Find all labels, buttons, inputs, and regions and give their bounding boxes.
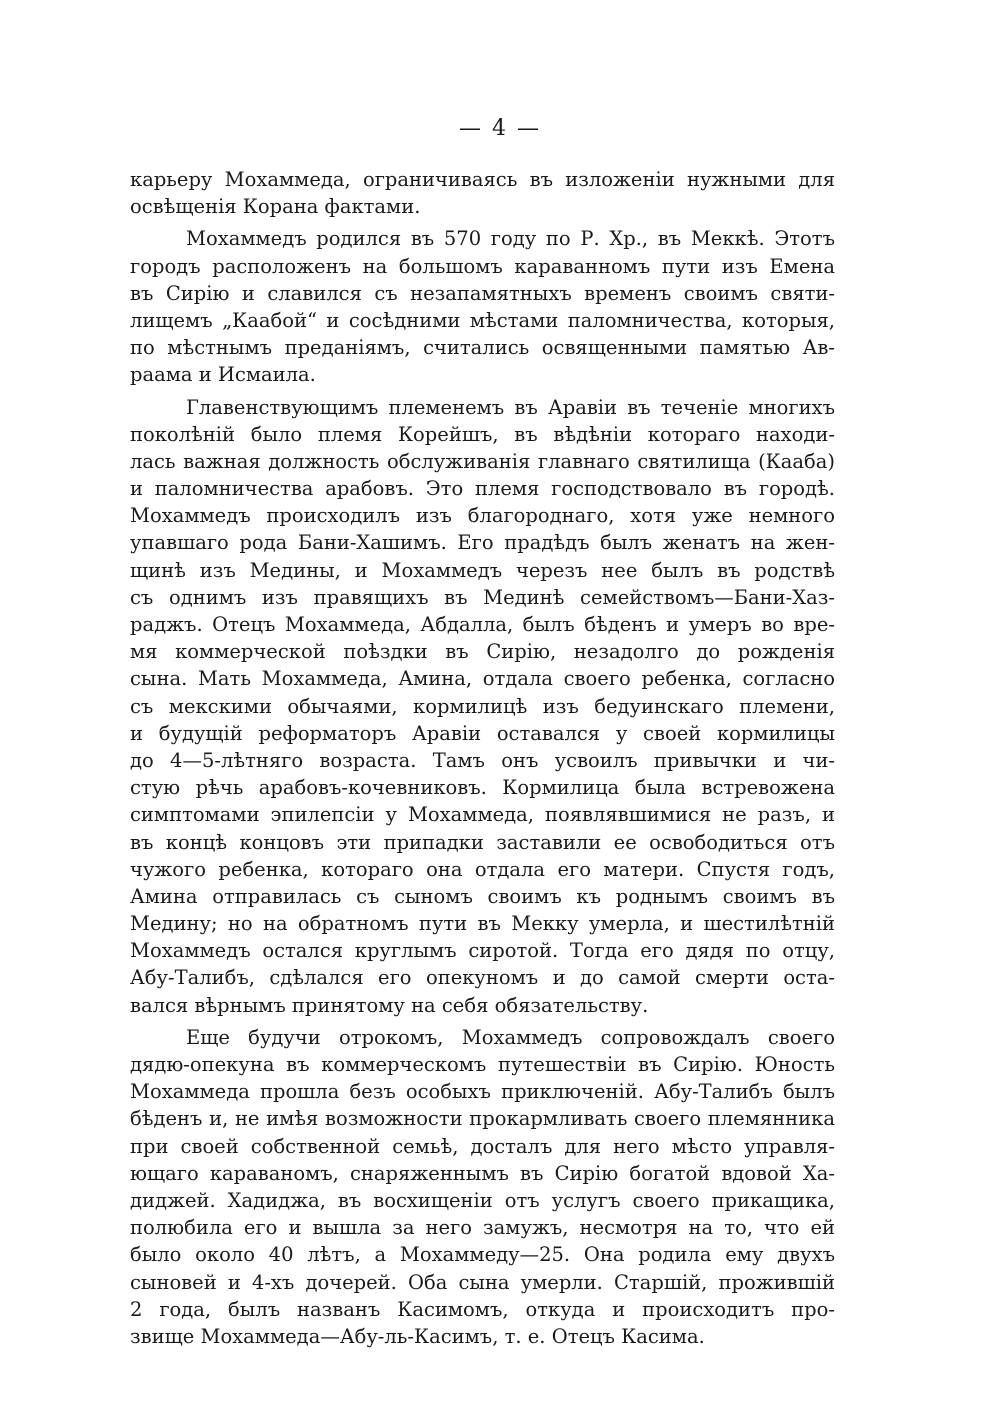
text-line: городъ расположенъ на большомъ караванномъ пути изъ Емена <box>130 254 835 278</box>
paragraph <box>130 394 835 1019</box>
text-line: было около 40 лѣтъ, а Мохаммеду—25. Она родила ему двухъ <box>130 1243 835 1267</box>
text-line: 2 года, былъ названъ Касимомъ, откуда и происходитъ про- <box>130 1297 835 1321</box>
text-line: Мохаммедъ остался круглымъ сиротой. Тогда его дядя по отцу, <box>130 939 835 963</box>
page-number: — 4 — <box>459 116 541 141</box>
paragraph <box>130 166 835 220</box>
paragraph <box>130 225 835 388</box>
text-line: вался вѣрнымъ принятому на себя обязательству. <box>130 993 649 1017</box>
text-line: лась важная должность обслуживанiя главнаго святилища (Кааба) <box>130 449 835 473</box>
text-line: до 4—5-лѣтняго возраста. Тамъ онъ усвоилъ привычки и чи- <box>130 748 835 772</box>
text-line: дядю-опекуна въ коммерческомъ путешествiи въ Сирiю. Юность <box>130 1053 835 1076</box>
text-line: сына. Мать Мохаммеда, Амина, отдала своего ребенка, согласно <box>130 667 835 691</box>
text-line: бѣденъ и, не имѣя возможности прокармливать своего племянника <box>130 1107 835 1131</box>
text-line: поколѣнiй было племя Корейшъ, въ вѣдѣнiи котораго находи- <box>130 422 835 446</box>
text-line: освѣщенiя Корана фактами. <box>130 195 421 219</box>
text-line: лищемъ „Каабой“ и сосѣдними мѣстами паломничества, которыя, <box>130 308 835 332</box>
text-line: диджей. Хадиджа, въ восхищенiи отъ услугъ своего прикащика, <box>130 1188 835 1212</box>
text-line: и паломничества арабовъ. Это племя господствовало въ городѣ. <box>130 477 835 501</box>
body-text <box>130 166 835 1350</box>
text-line: Главенствующимъ племенемъ въ Аравiи въ теченiе многихъ <box>186 395 835 419</box>
paragraph <box>130 1024 835 1350</box>
text-line: при своей собственной семьѣ, досталъ для него мѣсто управля- <box>130 1134 835 1158</box>
text-line: раджъ. Отецъ Мохаммеда, Абдалла, былъ бѣденъ и умеръ во вре- <box>130 613 835 636</box>
text-line: мя коммерческой поѣздки въ Сирiю, незадолго до рожденiя <box>130 640 835 664</box>
text-line: упавшаго рода Бани-Хашимъ. Его прадѣдъ былъ женатъ на жен- <box>130 531 835 555</box>
text-line: Медину; но на обратномъ пути въ Мекку умерла, и шестилѣтнiй <box>130 912 835 936</box>
text-line: въ Сирiю и славился съ незапамятныхъ временъ своимъ святи- <box>130 281 835 305</box>
text-line: Мохаммедъ происходилъ изъ благороднаго, хотя уже немного <box>130 504 835 528</box>
text-line: раама и Исмаила. <box>130 363 316 387</box>
text-line: сыновей и 4-хъ дочерей. Оба сына умерли. Старшiй, прожившiй <box>130 1270 835 1294</box>
text-line: Мохаммеда прошла безъ особыхъ приключенiй. Абу-Талибъ былъ <box>130 1080 835 1104</box>
text-line: Еще будучи отрокомъ, Мохаммедъ сопровождалъ своего <box>186 1025 835 1049</box>
text-line: звище Мохаммеда—Абу-ль-Касимъ, т. е. Отецъ Касима. <box>130 1324 705 1348</box>
text-line: карьеру Мохаммеда, ограничиваясь въ изложенiи нужными для <box>130 168 835 191</box>
text-line: по мѣстнымъ преданiямъ, считались освященными памятью Ав- <box>130 336 835 360</box>
text-line: Абу-Талибъ, сдѣлался его опекуномъ и до самой смерти оста- <box>130 966 835 990</box>
text-line: съ однимъ изъ правящихъ въ Мединѣ семействомъ—Бани-Хаз- <box>130 585 835 609</box>
text-line: щинѣ изъ Медины, и Мохаммедъ черезъ нее былъ въ родствѣ <box>130 558 835 582</box>
text-line: Мохаммедъ родился въ 570 году по Р. Хр., въ Меккѣ. Этотъ <box>186 227 835 251</box>
text-line: Амина отправилась съ сыномъ своимъ къ роднымъ своимъ въ <box>130 884 835 908</box>
text-line: ющаго караваномъ, снаряженнымъ въ Сирiю богатой вдовой Ха- <box>130 1161 835 1185</box>
text-line: стую рѣчь арабовъ-кочевниковъ. Кормилица была встревожена <box>130 776 835 800</box>
text-line: съ мекскими обычаями, кормилицѣ изъ бедуинскаго племени, <box>130 694 835 718</box>
text-line: чужого ребенка, котораго она отдала его матери. Спустя годъ, <box>130 857 835 881</box>
text-line: полюбила его и вышла за него замужъ, несмотря на то, что ей <box>130 1216 835 1240</box>
text-line: въ концѣ концовъ эти припадки заставили ее освободиться отъ <box>130 830 835 854</box>
text-line: и будущiй реформаторъ Аравiи оставался у своей кормилицы <box>130 721 835 745</box>
text-line: симптомами эпилепсiи у Мохаммеда, появлявшимися не разъ, и <box>130 803 835 827</box>
